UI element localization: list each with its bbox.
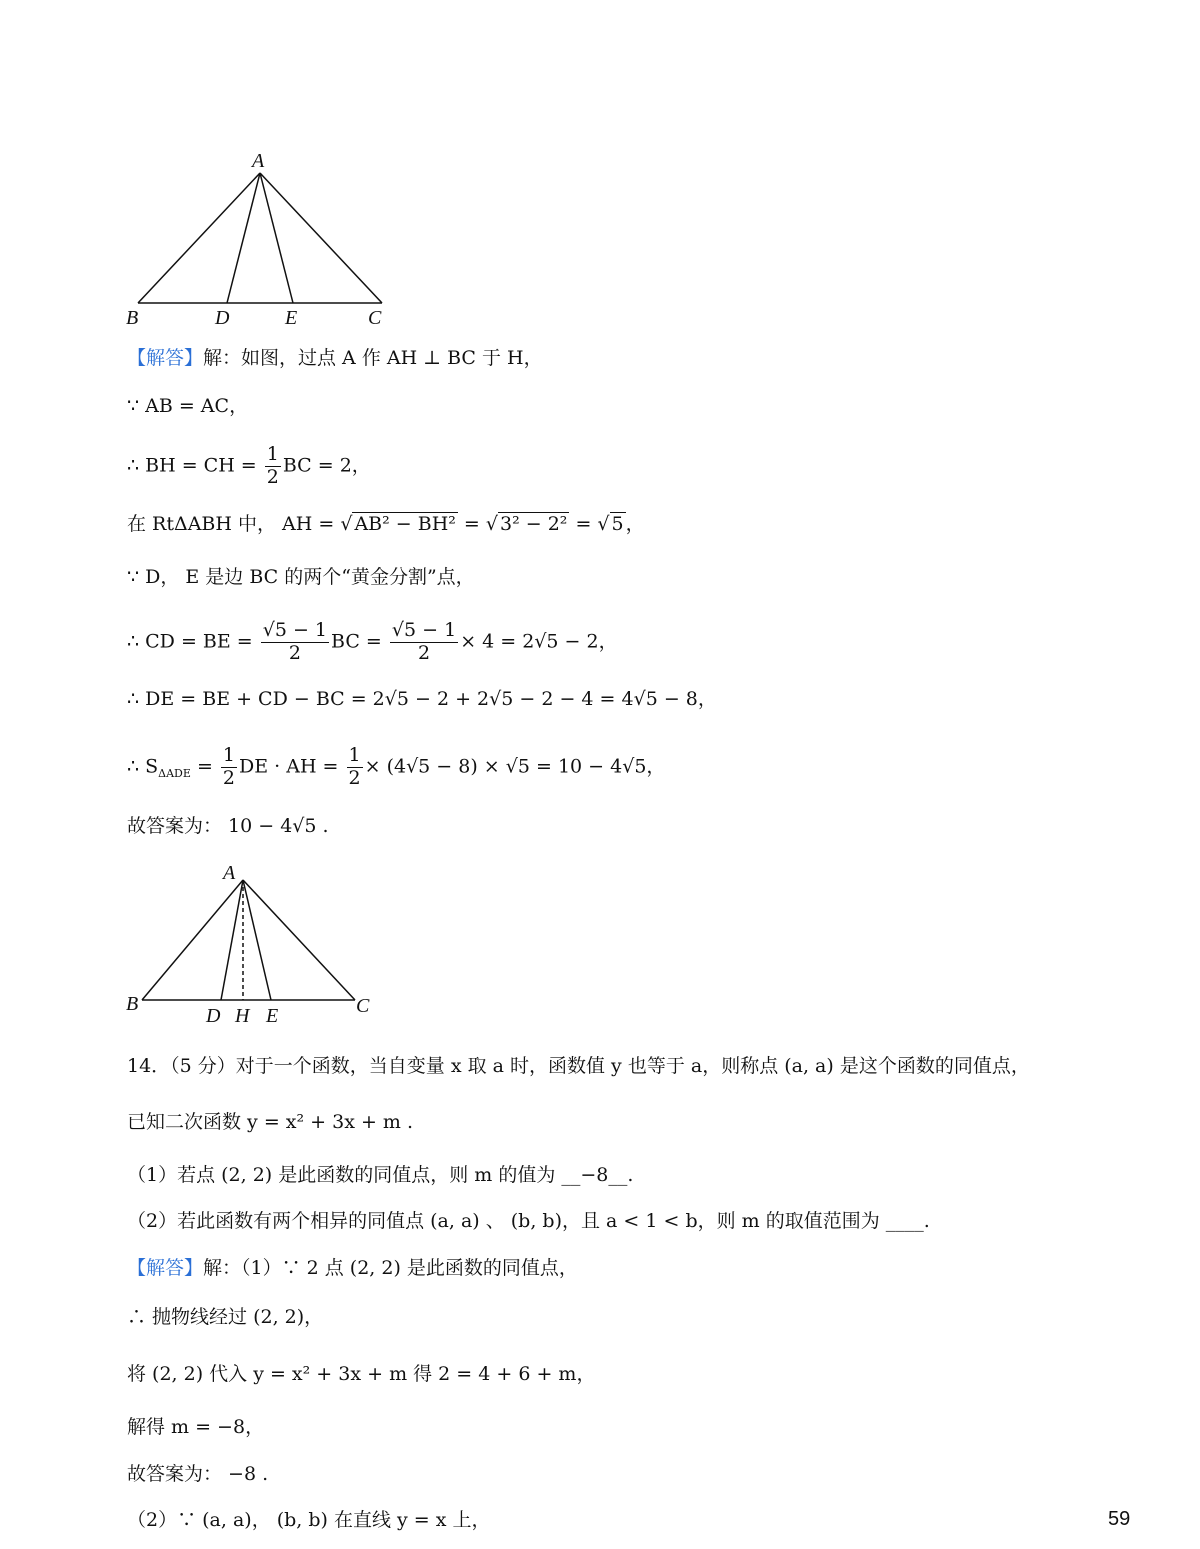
solution1-line6: ∴ CD = BE = $\frac{√5 - 1}{2}$ BC = $\frac{√5 - 1}{2}$ × 4 = 2√5 − 2， — [127, 619, 618, 664]
solution1-line1: 【解答】解：如图，过点 A 作 AH ⊥ BC 于 H， — [127, 347, 543, 369]
problem14-part2: （2）若此函数有两个相异的同值点 (a, a) 、 (b, b)，且 a < 1 < b，则 m 的取值范围为 ____. — [127, 1210, 930, 1232]
label-E: E — [266, 1005, 279, 1027]
triangle-figure-1 — [120, 148, 400, 333]
label-H: H — [235, 1005, 250, 1027]
label-C: C — [368, 307, 382, 329]
label-B: B — [126, 307, 139, 329]
problem14-part1: （1）若点 (2, 2) 是此函数的同值点，则 m 的值为 __−8__. — [127, 1164, 634, 1186]
fraction-half-2: $\frac{1}{2}$ — [222, 744, 235, 789]
solution2-line6: （2）∵ (a, a)， (b, b) 在直线 y = x 上， — [127, 1509, 491, 1531]
solution1-line4: 在 RtΔABH 中， AH = √ AB² − BH² = √ 3² − 2² = √ 5 ， — [127, 513, 645, 535]
solution2-line2: ∴ 抛物线经过 (2, 2)， — [127, 1306, 324, 1328]
solution1-line3: ∴ BH = CH = $\frac{1}{2}$ BC = 2， — [127, 443, 371, 488]
label-B: B — [126, 993, 139, 1015]
page-number: 59 — [1108, 1508, 1131, 1530]
label-C: C — [356, 995, 370, 1017]
triangle-figure-2 — [120, 860, 380, 1030]
fraction-half: $\frac{1}{2}$ — [266, 443, 279, 488]
label-A: A — [223, 862, 236, 884]
solution2-line5: 故答案为： −8 . — [127, 1463, 269, 1485]
answer-tag: 【解答】 — [127, 1257, 204, 1279]
solution1-line7: ∴ DE = BE + CD − BC = 2√5 − 2 + 2√5 − 2 − 4 = 4√5 − 8， — [127, 688, 717, 710]
label-D: D — [215, 307, 230, 329]
label-A: A — [252, 150, 265, 172]
label-D: D — [206, 1005, 221, 1027]
fraction-half-3: $\frac{1}{2}$ — [348, 744, 361, 789]
solution1-line2: ∵ AB = AC， — [127, 395, 249, 417]
fraction-golden-1: $\frac{√5 - 1}{2}$ — [262, 619, 328, 664]
solution2-line1: 【解答】解：（1）∵ 2 点 (2, 2) 是此函数的同值点， — [127, 1257, 578, 1279]
solution2-line3: 将 (2, 2) 代入 y = x² + 3x + m 得 2 = 4 + 6 + m， — [127, 1363, 596, 1385]
solution1-line5: ∵ D， E 是边 BC 的两个“黄金分割”点， — [127, 566, 475, 588]
label-E: E — [285, 307, 298, 329]
answer-tag: 【解答】 — [127, 347, 204, 369]
problem14-line1: 14．（5 分）对于一个函数，当自变量 x 取 a 时，函数值 y 也等于 a，则称点 (a, a) 是这个函数的同值点， — [127, 1055, 1030, 1077]
solution1-line9: 故答案为： 10 − 4√5 . — [127, 815, 329, 837]
problem14-line2: 已知二次函数 y = x² + 3x + m . — [127, 1111, 414, 1133]
fraction-golden-2: $\frac{√5 - 1}{2}$ — [391, 619, 457, 664]
solution1-line8: ∴ $S_{\Delta ADE}$ = $\frac{1}{2}$ DE · AH = $\frac{1}{2}$ × (4√5 − 8) × √5 = 10 − 4√5， — [127, 744, 666, 789]
solution2-line4: 解得 m = −8， — [127, 1416, 265, 1438]
